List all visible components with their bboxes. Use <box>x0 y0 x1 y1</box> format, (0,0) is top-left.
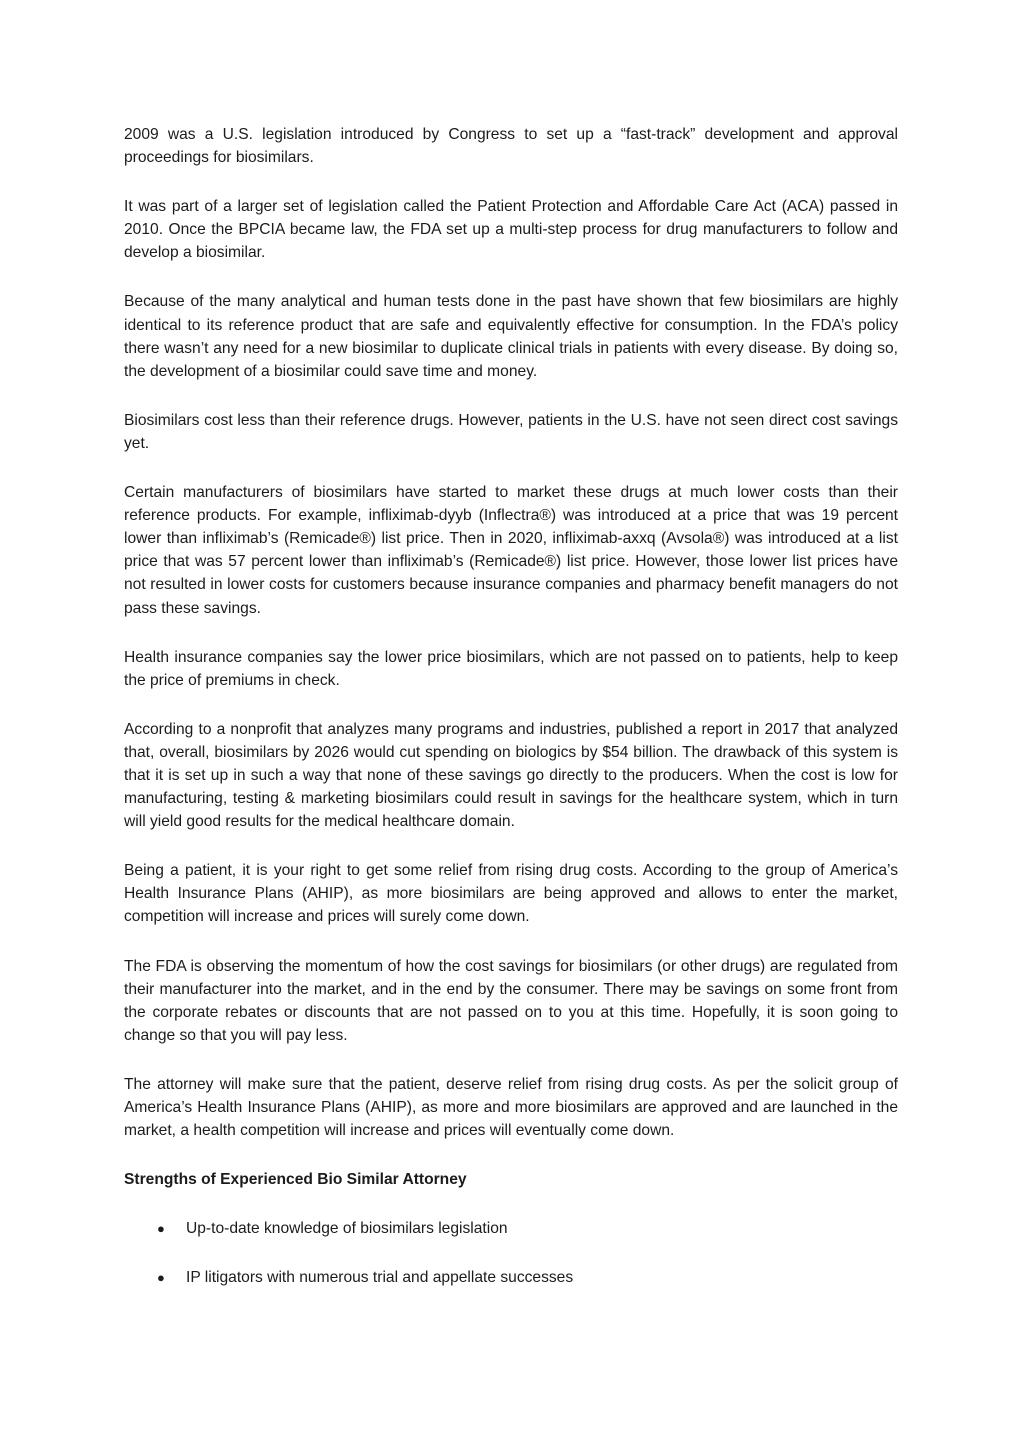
strengths-list <box>124 1217 898 1289</box>
paragraph-fda-momentum: The FDA is observing the momentum of how the cost savings for biosimilars (or other drugs) are regulated from their manufacturer into the market, and in the end by the consumer. There may be savings on some front from the corporate rebates or discounts that are not passed on to you at this time. Hopefully, it is soon going to change so that you will pay less. <box>124 957 898 1044</box>
paragraph-aca: It was part of a larger set of legislation called the Patient Protection and Affordable Care Act (ACA) passed in 2010. Once the BPCIA became law, the FDA set up a multi-step process for drug manufacturers to follow and develop a biosimilar. <box>124 198 898 262</box>
section-heading: Strengths of Experienced Bio Similar Attorney <box>124 1171 467 1189</box>
paragraph-insurance: Health insurance companies say the lower price biosimilars, which are not passed on to patients, help to keep the price of premiums in check. <box>124 648 898 689</box>
paragraph-analytical-tests: Because of the many analytical and human tests done in the past have shown that few biosimilars are highly identical to its reference product that are safe and equivalently effective for consumption. In the FDA’s policy there wasn’t any need for a new biosimilar to duplicate clinical trials in patients with every disease. By doing so, the development of a biosimilar could save time and money. <box>124 293 898 380</box>
list-item-text: Up-to-date knowledge of biosimilars legislation <box>186 1220 508 1238</box>
document-page <box>124 123 898 1315</box>
paragraph-cost-less: Biosimilars cost less than their reference drugs. However, patients in the U.S. have not seen direct cost savings yet. <box>124 411 898 452</box>
list-item <box>124 1266 898 1289</box>
list-item <box>124 1217 898 1240</box>
list-item-text: IP litigators with numerous trial and appellate successes <box>186 1269 574 1287</box>
paragraph-manufacturers: Certain manufacturers of biosimilars have started to market these drugs at much lower costs than their reference products. For example, infliximab-dyyb (Inflectra®) was introduced at a price that was 19 percent lower than infliximab’s (Remicade®) list price. Then in 2020, infliximab-axxq (Avsola®) was introduced at a list price that was 57 percent lower than infliximab’s (Remicade®) list price. However, those lower list prices have not resulted in lower costs for customers because insurance companies and pharmacy benefit managers do not pass these savings. <box>124 484 898 617</box>
paragraph-patient-relief: Being a patient, it is your right to get some relief from rising drug costs. According to the group of America’s Health Insurance Plans (AHIP), as more biosimilars are being approved and allows to enter the market, competition will increase and prices will surely come down. <box>124 862 898 926</box>
bullet-icon: ● <box>157 1221 165 1237</box>
bullet-icon: ● <box>157 1270 165 1286</box>
paragraph-bpcia-intro: 2009 was a U.S. legislation introduced by Congress to set up a “fast-track” development and approval proceedings for biosimilars. <box>124 126 898 167</box>
paragraph-attorney: The attorney will make sure that the patient, deserve relief from rising drug costs. As per the solicit group of America’s Health Insurance Plans (AHIP), as more and more biosimilars are approved and are launched in the market, a health competition will increase and prices will eventually come down. <box>124 1075 898 1140</box>
paragraph-nonprofit-report: According to a nonprofit that analyzes many programs and industries, published a report in 2017 that analyzed that, overall, biosimilars by 2026 would cut spending on biologics by $54 billion. The drawback of this system is that it is set up in such a way that none of these savings go directly to the producers. When the cost is low for manufacturing, testing & marketing biosimilars could result in savings for the healthcare system, which in turn will yield good results for the medical healthcare domain. <box>124 720 898 831</box>
